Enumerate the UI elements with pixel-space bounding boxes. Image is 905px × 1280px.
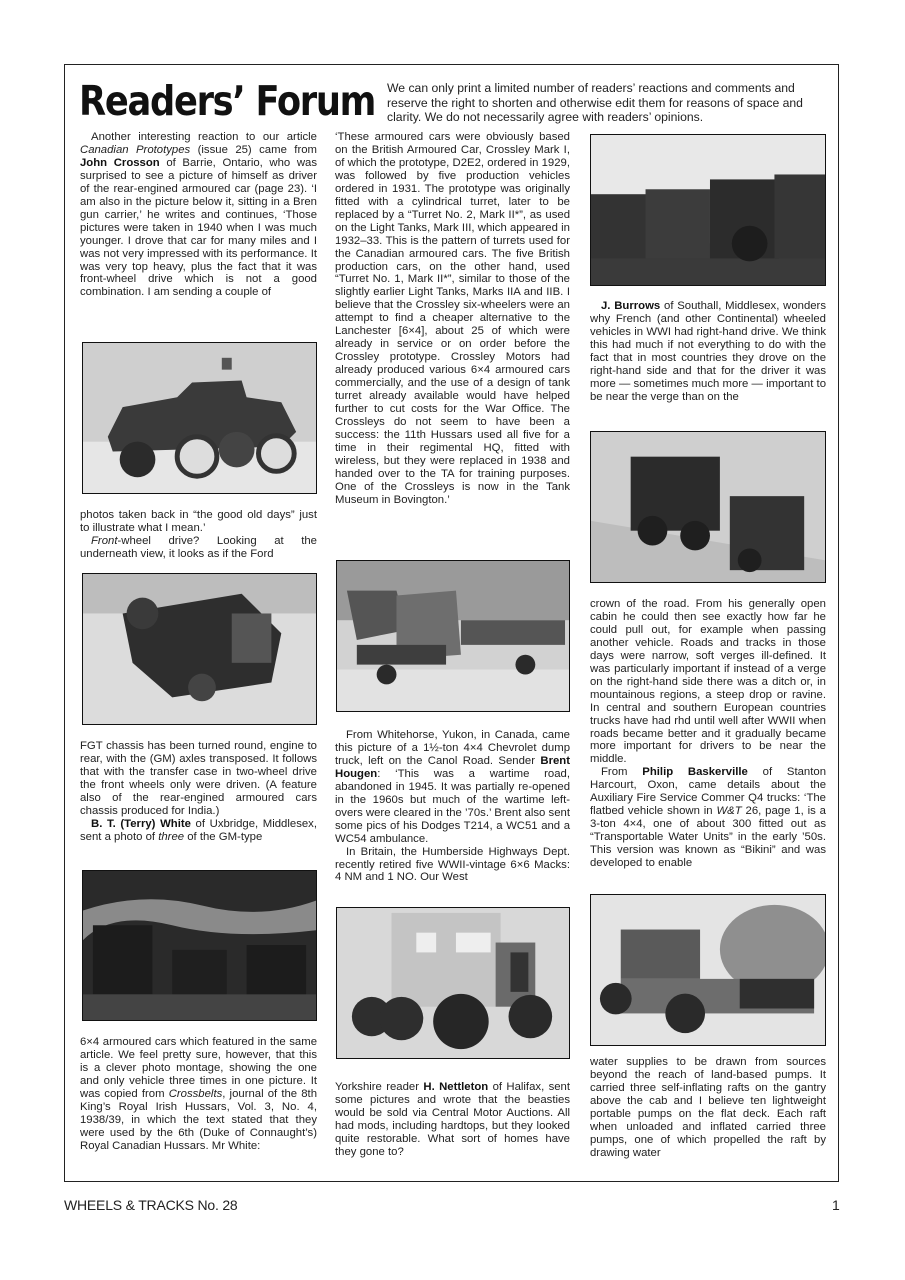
photo-commer-q4-flatbed: [590, 894, 826, 1046]
column-2-block-1: ‘These armoured cars were obviously based on the British Armoured Car, Crossley Mark I, of which the prototype, D2E2, ordered in 1929, was followed by five production vehicles ordered in 1931. The prototype was originally fitted with a cylindrical turret, later to be replaced by a “Turret No. 2, Mark II*”, as used on the Light Tanks, Mark III, which appeared in 1932–33. This is the pattern of turrets used for the Canadian armoured cars. The five British production cars, on the other hand, used “Turret No. 1, Mark II*”, similar to those of the slightly earlier Light Tanks, Marks IIA and IIB. I believe that the Crossley six-wheelers were an attempt to find a cheaper alternative to the Lanchester [6×4], about 25 of which were already in service or on order before the Crossley prototype. Crossley Motors had already produced various 6×4 armoured cars commercially, and the use of a design of tank turret already available would have helped further to cut costs for the War Office. The Crossleys do not seem to have been a success: the 11th Hussars used all five for a time in their regimental HQ, fitted with wireless, but they were replaced in 1938 and handed over to the TA for training purposes. One of the Crossleys is now in the Tank Museum in Bovington.’: [335, 131, 570, 506]
wwi-vehicles-photo-icon: [591, 432, 825, 582]
author-name: Brent Hougen: [335, 754, 570, 780]
column-3-block-3: water supplies to be drawn from sources beyond the reach of land-based pumps. It carried three self-inflating rafts on the gantry above the cab and I believe ten lightweight portable pumps on the flat deck. Each raft when unloaded and inflated carried three pumps, one of which propelled the raft by drawing water: [590, 1056, 826, 1159]
mack-truck-photo-icon: [337, 908, 569, 1058]
armoured-cars-montage-photo-icon: [83, 871, 316, 1020]
photo-wwi-french-vehicles: [590, 431, 826, 583]
overturned-vehicle-photo-icon: [83, 574, 316, 724]
page-title: Readers’ Forum: [79, 77, 376, 125]
author-name: H. Nettleton: [423, 1081, 489, 1093]
column-1-block-4: 6×4 armoured cars which featured in the same article. We feel pretty sure, however, that this is a clever photo montage, showing the one and only vehicle three times in one picture. It was copied from Crossbelts, journal of the 8th King’s Royal Irish Hussars, Vol. 3, No. 4, 1938/39, in which the text stated that they were used by the 6th (Duke of Connaught’s) Royal Canadian Hussars. Mr White:: [80, 1036, 318, 1152]
column-3-block-1: J. Burrows of Southall, Middlesex, wonders why French (and other Continental) wheeled vehicles in WWI had right-hand drive. We think this had much if not everything to do with the fact that in most countries they drove on the right-hand side and that for the driver it was more — sometimes much more — important to be near the verge than on the: [590, 300, 827, 403]
column-2-block-3: Yorkshire reader H. Nettleton of Halifax, sent some pictures and wrote that the beasties would be sold via Central Motor Auctions. All had mods, including hardtops, but they looked quite restorable. What sort of homes have they gone to?: [335, 1081, 571, 1158]
column-1-block-1: Another interesting reaction to our article Canadian Prototypes (issue 25) came from John Crosson of Barrie, Ontario, who was surprised to see a picture of himself as driver of the rear-engined armoured car (page 23). ‘I am also in the picture below it, sitting in a Bren gun carrier,’ he writes and continues, ‘Those pictures were taken in 1940 when I was much younger. I drove that car for many miles and I was not very impressed with its performance. It was very top heavy, plus the fact that it was front-wheel drive which is not a good combination. I am sending a couple of: [80, 131, 318, 299]
photo-overturned-chassis: [82, 573, 317, 725]
author-name: J. Burrows: [601, 300, 661, 312]
photo-mack-trucks-lineup: [590, 134, 826, 286]
truck-lineup-photo-icon: [591, 135, 825, 285]
author-name: Philip Baskerville: [642, 766, 748, 779]
photo-chevrolet-dump-truck: [336, 560, 570, 712]
author-name: John Crosson: [80, 156, 160, 169]
photo-mack-truck: [336, 907, 570, 1059]
column-1-block-2: photos taken back in “the good old days” just to illustrate what I mean.’ Front-wheel drive? Looking at the underneath view, it looks as if the Ford: [80, 509, 317, 560]
photo-armoured-car-snow: [82, 342, 317, 494]
photo-three-armoured-cars: [82, 870, 317, 1021]
column-1-block-3: FGT chassis has been turned round, engine to rear, with the (GM) axles transposed. It follows that with the transfer case in two-wheel drive the front wheels only were driven. (A feature also of the rear-engined armoured cars chassis produced for India.) B. T. (Terry) White of Uxbridge, Middlesex, sent a photo of three of the GM-type: [80, 740, 317, 843]
dump-truck-photo-icon: [337, 561, 569, 711]
page-number: 1: [832, 1197, 840, 1213]
flatbed-truck-photo-icon: [591, 895, 825, 1045]
editorial-note: We can only print a limited number of readers’ reactions and comments and reserve the right to shorten and otherwise edit them for reasons of space and clarity. We do not necessarily agree with readers’ opinions.: [387, 81, 803, 125]
publication-footer: WHEELS & TRACKS No. 28: [64, 1197, 238, 1213]
column-3-block-2: crown of the road. From his generally open cabin he could then see exactly how far he could pull out, for example when passing another vehicle. Roads and tracks in those days were narrow, soft verges ill-defined. It was particularly important if instead of a verge on the right-hand side there was a ditch or, in mountainous regions, a steep drop or ravine. In central and southern European countries trucks have had rhd until well after WWII when roads became better and it gradually became more important for drivers to be near the middle. From Philip Baskerville of Stanton Harcourt, Oxon, came details about the Auxiliary Fire Service Commer Q4 trucks: ‘The flatbed vehicle shown in W&T 26, page 1, is a 3-ton 4×4, one of about 300 fitted out as “Transportable Water Units” in the early ’50s. This version was known as “Bikini” and was developed to enable: [590, 598, 827, 870]
author-name: B. T. (Terry) White: [91, 817, 191, 830]
armoured-car-photo-icon: [83, 343, 316, 493]
column-2-block-2: From Whitehorse, Yukon, in Canada, came this picture of a 1½-ton 4×4 Chevrolet dump truck, left on the Canol Road. Sender Brent Hougen: ‘This was a wartime road, abandoned in 1945. It was partially re-opened in the 1960s but much of the wartime left-overs were cleared in the ’70s.’ Brent also sent some pics of his Dodges T214, a WC51 and a WC54 ambulance. In Britain, the Humberside Highways Dept. recently retired five WWII-vintage 6×6 Macks: 4 NM and 1 NO. Our West: [335, 729, 570, 884]
